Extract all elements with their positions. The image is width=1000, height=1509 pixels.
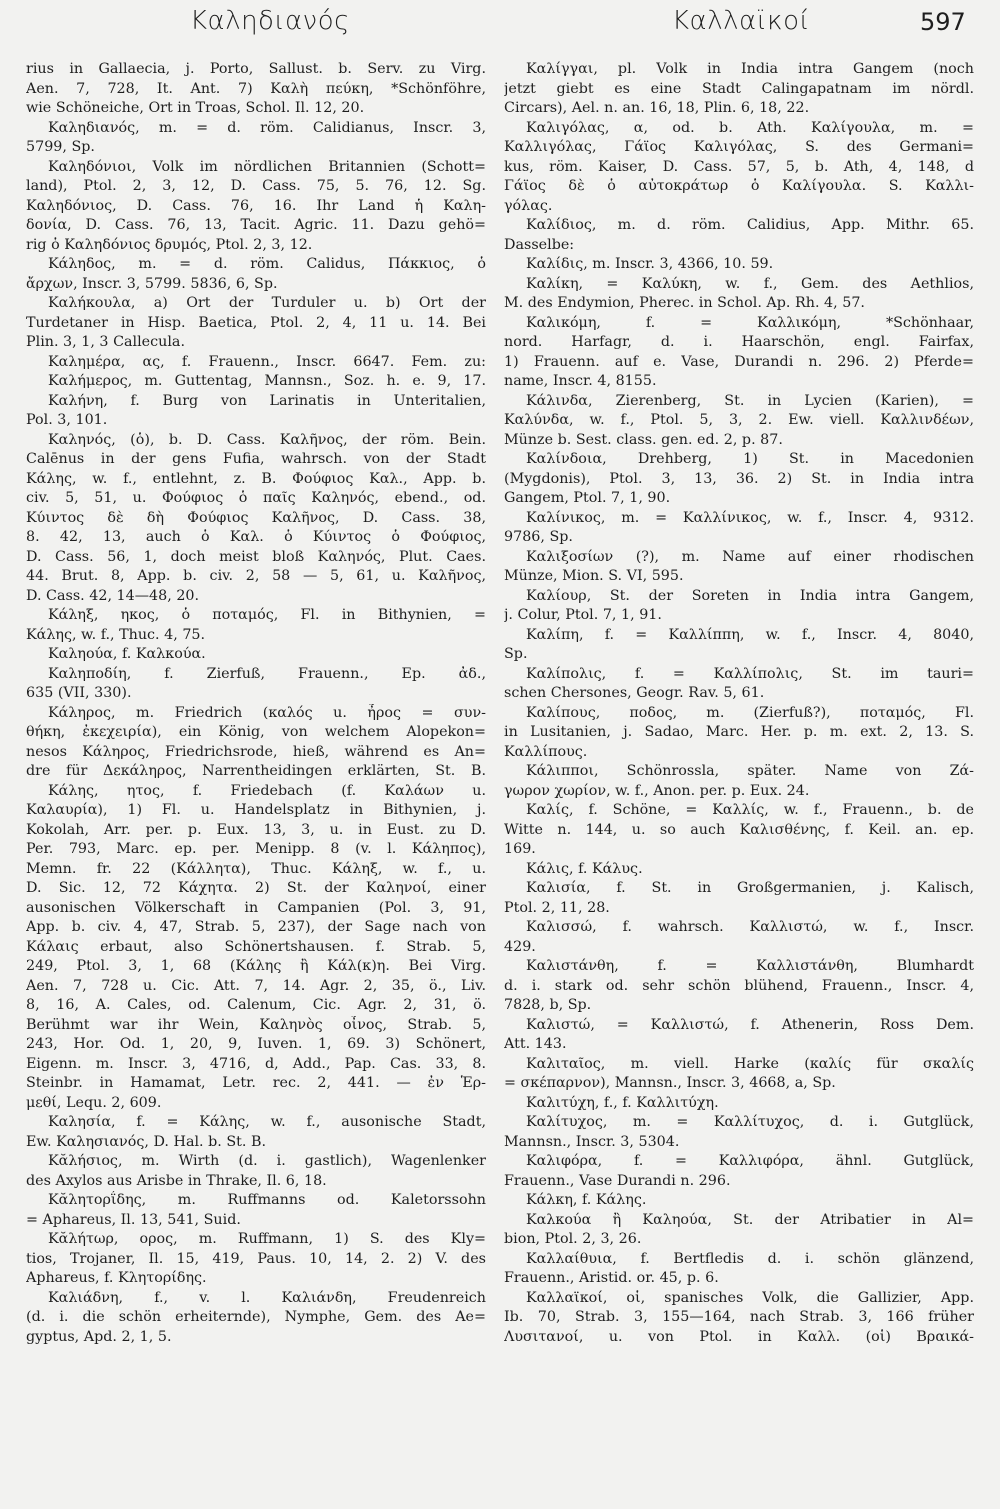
text-line: bion, Ptol. 2, 3, 26. [504, 1231, 642, 1247]
text-line: Frauenn., Aristid. or. 45, p. 6. [504, 1270, 719, 1286]
text-line: land), Ptol. 2, 3, 12, D. Cass. 75, 5. 76, 12. Sg. [26, 178, 486, 194]
entry-start-line: Καλίπολις, f. = Καλλίπολις, St. im tauri= [526, 665, 974, 682]
text-line: D. Sic. 12, 72 Κάχητα. 2) St. der Καληνοί, einer [26, 880, 486, 896]
text-line: Κάλης, w. f., entlehnt, z. B. Φούφιος Καλ., App. b. [26, 470, 486, 487]
page-number: 597 [920, 8, 966, 36]
text-line: Berühmt war ihr Wein, Καληνὸς οἶνος, Strab. 5, [26, 1016, 486, 1033]
text-line: Καλύνδα, w. f., Ptol. 5, 3, 2. Ew. viell. Καλλινδέων, [504, 412, 974, 428]
entry-start-line: Καλήμερος, m. Guttentag, Mannsn., Soz. h. e. 9, 17. [48, 373, 486, 389]
entry-start-line: Κᾰλητορΐδης, m. Ruffmanns od. Kaletorssohn [48, 1192, 486, 1208]
entry-start-line: Καλίδιος, m. d. röm. Calidius, App. Mithr. 65. [526, 217, 974, 233]
text-line: 249, Ptol. 3, 1, 68 (Κάλης ἢ Κάλ(κ)η. Bei Virg. [26, 958, 486, 974]
text-line: Mannsn., Inscr. 3, 5304. [504, 1133, 680, 1150]
text-line: Münze b. Sest. class. gen. ed. 2, p. 87. [504, 431, 783, 448]
text-line: 8, 16, A. Cales, od. Calenum, Cic. Agr. 2, 31, ö. [26, 997, 486, 1013]
entry-start-line: Καλήκουλα, a) Ort der Turduler u. b) Ort der [48, 295, 486, 311]
entry-start-line: Καλιταῖος, m. viell. Harke (καλίς für σκαλίς [526, 1055, 974, 1072]
text-line: Turdetaner in Hisp. Baetica, Ptol. 2, 4, 11 u. 14. Bei [26, 314, 486, 331]
entry-start-line: Καλιφόρα, f. = Καλλιφόρα, ähnl. Gutglück, [526, 1153, 974, 1169]
text-line: D. Cass. 42, 14—48, 20. [26, 587, 200, 604]
left-column [26, 60, 486, 1347]
entry-start-line: Καλίτυχος, m. = Καλλίτυχος, d. i. Gutglück, [526, 1114, 974, 1130]
entry-start-line: Καλίκη, = Καλύκη, w. f., Gem. des Aethlios, [526, 275, 974, 292]
text-line: ἄρχων, Inscr. 3, 5799. 5836, 6, Sp. [26, 275, 278, 292]
entry-start-line: Καληποδίη, f. Zierfuß, Frauenn., Ep. ἀδ., [48, 665, 486, 682]
text-line: θήκη, ἐκεχειρία), ein König, von welchem Alopekon= [26, 724, 486, 740]
entry-start-line: Καλημέρα, ας, f. Frauenn., Inscr. 6647. Fem. zu: [48, 353, 486, 370]
text-line: γωρον χωρίον, w. f., Anon. per. p. Eux. 24. [504, 782, 810, 799]
entry-start-line: Κάλινδα, Zierenberg, St. in Lycien (Karien), = [526, 392, 974, 409]
text-line: Aen. 7, 728, It. Ant. 7) Καλὴ πεύκη, *Schönföhre, [26, 80, 486, 97]
text-line: (d. i. die schön erheiternde), Nymphe, Gem. des Ae= [26, 1309, 486, 1325]
text-line: civ. 5, 51, u. Φούφιος ὁ παῖς Καληνός, ebend., od. [26, 490, 486, 506]
entry-start-line: Καλικόμη, f. = Καλλικόμη, *Schönhaar, [526, 314, 974, 331]
text-line: Calēnus in der gens Fufia, wahrsch. von der Stadt [26, 451, 486, 467]
entry-start-line: Καλίδις, m. Inscr. 3, 4366, 10. 59. [526, 256, 774, 272]
entry-start-line: Καληνός, (ὁ), b. D. Cass. Καλῆνος, der röm. Bein. [48, 431, 486, 448]
entry-start-line: Καλιγόλας, α, od. b. Ath. Καλίγουλα, m. = [526, 119, 974, 136]
text-line: Memn. fr. 22 (Κάλλητα), Thuc. Κάληξ, w. f., u. [26, 860, 486, 877]
entry-start-line: Καληδιανός, m. = d. röm. Calidianus, Inscr. 3, [48, 119, 486, 136]
entry-start-line: Καλίπους, ποδος, m. (Zierfuß?), ποταμός, Fl. [526, 704, 974, 721]
text-line: 635 (VII, 330). [26, 685, 132, 701]
page-header [0, 0, 1000, 50]
text-line: j. Colur, Ptol. 7, 1, 91. [504, 607, 662, 623]
text-line: Per. 793, Marc. ep. per. Menipp. 8 (v. l. Κάληπος), [26, 841, 486, 857]
text-line: Γάϊος δὲ ὁ αὐτοκράτωρ ὁ Καλίγουλα. S. Καλλι- [504, 178, 974, 194]
entry-start-line: Καλίγγαι, pl. Volk in India intra Gangem (noch [526, 61, 974, 77]
text-line: Aen. 7, 728 u. Cic. Att. 7, 14. Agr. 2, 35, ö., Liv. [26, 977, 486, 994]
text-line: Sp. [504, 646, 528, 662]
text-line: 9786, Sp. [504, 529, 573, 545]
entry-start-line: Καλίπη, f. = Καλλίππη, w. f., Inscr. 4, 8040, [526, 626, 974, 643]
text-line: des Axylos aus Arisbe in Thrake, Il. 6, 18. [26, 1172, 327, 1189]
text-line: Κάλης, w. f., Thuc. 4, 75. [26, 626, 206, 643]
entry-start-line: Κᾰλήσιος, m. Wirth (d. i. gastlich), Wagenlenker [48, 1153, 486, 1169]
text-line: Κάλαις erbaut, also Schönertshausen. f. Strab. 5, [26, 938, 486, 955]
entry-start-line: Κάληδος, m. = d. röm. Calidus, Πάκκιος, ὁ [48, 256, 486, 272]
entry-start-line: Καληούα, f. Καλκούα. [48, 646, 206, 662]
text-line: Steinbr. in Hamamat, Letr. rec. 2, 441. — ἐν Ἑρ- [26, 1075, 486, 1091]
entry-start-line: Καλησία, f. = Κάλης, w. f., ausonische Stadt, [48, 1114, 486, 1130]
entry-start-line: Καλιτύχη, f., f. Καλλιτύχη. [526, 1094, 719, 1111]
text-line: Dasselbe: [504, 236, 575, 253]
text-line: Aphareus, f. Κλητορίδης. [26, 1270, 207, 1286]
text-line: Καλλιγόλας, Γάϊος Καλιγόλας, S. des Germani= [504, 139, 974, 155]
text-line: wie Schöneiche, Ort in Troas, Schol. Il. 12, 20. [26, 100, 365, 116]
text-line: App. b. civ. 4, 47, Strab. 5, 237), der Sage nach von [26, 919, 486, 935]
entry-start-line: Καλίς, f. Schöne, = Καλλίς, w. f., Frauenn., b. de [526, 802, 974, 818]
text-line: Circars), Ael. n. an. 16, 18, Plin. 6, 18, 22. [504, 100, 810, 116]
text-line: Kokolah, Arr. per. p. Eux. 13, 3, u. in Eust. zu D. [26, 821, 486, 838]
text-line: Pol. 3, 101. [26, 412, 108, 428]
text-line: Gangem, Ptol. 7, 1, 90. [504, 490, 671, 506]
text-line: d. i. stark od. sehr schön blühend, Frauenn., Inscr. 4, [504, 977, 974, 994]
text-line: 169. [504, 841, 536, 857]
text-line: 1) Frauenn. auf e. Vase, Durandi n. 296. 2) Pferde= [504, 353, 974, 370]
entry-start-line: Καλιστάνθη, f. = Καλλιστάνθη, Blumhardt [526, 958, 974, 974]
entry-start-line: Κάληξ, ηκος, ὁ ποταμός, Fl. in Bithynien, = [48, 607, 486, 623]
entry-start-line: Κάλκη, f. Κάλης. [526, 1192, 647, 1208]
entry-start-line: Κᾰλήτωρ, ορος, m. Ruffmann, 1) S. des Kly= [48, 1231, 486, 1247]
entry-start-line: Κάλιπποι, Schönrossla, später. Name von Ζά- [526, 763, 974, 779]
text-line: δονία, D. Cass. 76, 13, Tacit. Agric. 11. Dazu gehö= [26, 217, 486, 233]
text-line: name, Inscr. 4, 8155. [504, 373, 657, 389]
entry-start-line: Κάλις, f. Κάλυς. [526, 860, 643, 877]
text-line: schen Chersones, Geogr. Rav. 5, 61. [504, 685, 765, 701]
right-running-headword: Καλλαϊκοί [672, 6, 811, 36]
text-line: Frauenn., Vase Durandi n. 296. [504, 1172, 731, 1189]
right-column [504, 60, 974, 1347]
entry-start-line: Καλίνικος, m. = Καλλίνικος, w. f., Inscr. 4, 9312. [526, 509, 974, 526]
entry-start-line: Καλίνδοια, Drehberg, 1) St. in Macedonien [526, 451, 974, 467]
text-line: nesos Κάληρος, Friedrichsrode, hieß, während es An= [26, 743, 486, 760]
text-line: Λυσιτανοί, u. von Ptol. in Καλλ. (οἱ) Βραικά- [504, 1328, 974, 1345]
text-line: 8. 42, 13, auch ὁ Καλ. ὁ Κύιντος ὁ Φούφιος, [26, 529, 486, 545]
text-line: Καλλίπους. [504, 743, 588, 760]
left-running-headword: Καληδιανός [190, 6, 350, 36]
text-line: 44. Brut. 8, App. b. civ. 2, 58 — 5, 61, u. Καλῆνος, [26, 568, 486, 584]
text-line: 5799, Sp. [26, 139, 95, 155]
text-line: Eigenn. m. Inscr. 3, 4716, d, Add., Pap. Cas. 33, 8. [26, 1055, 486, 1072]
text-line: rius in Gallaecia, j. Porto, Sallust. b. Serv. zu Virg. [26, 61, 486, 77]
text-line: jetzt giebt es eine Stadt Calingapatnam im nördl. [504, 80, 974, 97]
text-line: μεθί, Lequ. 2, 609. [26, 1094, 162, 1111]
text-line: (Mygdonis), Ptol. 3, 13, 36. 2) St. in India intra [504, 470, 974, 487]
text-line: 7828, b, Sp. [504, 997, 592, 1013]
entry-start-line: Καλλαίθυια, f. Bertfledis d. i. schön glänzend, [526, 1250, 974, 1267]
text-line: Κύιντος δὲ δὴ Φούφιος Καλῆνος, D. Cass. 38, [26, 509, 486, 526]
text-line: γόλας. [504, 197, 553, 214]
entry-start-line: Καλίουρ, St. der Soreten in India intra Gangem, [526, 587, 974, 604]
text-line: 243, Hor. Od. 1, 20, 9, Iuven. 1, 69. 3) Schönert, [26, 1036, 486, 1052]
text-line: Witte n. 144, u. so auch Καλισθένης, f. Keil. an. ep. [504, 821, 974, 838]
text-line: Plin. 3, 1, 3 Callecula. [26, 334, 185, 350]
entry-start-line: Καλιξοσίων (?), m. Name auf einer rhodischen [526, 548, 974, 565]
text-line: kus, röm. Kaiser, D. Cass. 57, 5, b. Ath, 4, 148, d [504, 158, 974, 175]
text-line: gyptus, Apd. 2, 1, 5. [26, 1328, 172, 1345]
text-line: Καλαυρία), 1) Fl. u. Handelsplatz in Bithynien, j. [26, 802, 486, 818]
text-line: Münze, Mion. S. VI, 595. [504, 568, 684, 584]
text-line: = σκέπαρνον), Mannsn., Inscr. 3, 4668, a, Sp. [504, 1075, 836, 1091]
text-line: ausonischen Völkerschaft in Campanien (Pol. 3, 91, [26, 899, 486, 916]
text-line: Ptol. 2, 11, 28. [504, 899, 610, 916]
entry-start-line: Καλισσώ, f. wahrsch. Καλλιστώ, w. f., Inscr. [526, 919, 974, 935]
text-line: D. Cass. 56, 1, doch meist bloß Καληνός, Plut. Caes. [26, 548, 486, 565]
entry-start-line: Κάληρος, m. Friedrich (καλός u. ἦρος = συν- [48, 704, 486, 721]
text-line: Ib. 70, Strab. 3, 155—164, nach Strab. 3, 166 früher [504, 1309, 974, 1325]
text-line: rig ὁ Καληδόνιος δρυμός, Ptol. 2, 3, 12. [26, 236, 313, 253]
text-line: 429. [504, 938, 536, 955]
entry-start-line: Καλκούα ἢ Καληούα, St. der Atribatier in Al= [526, 1211, 974, 1228]
text-line: dre für Δεκάληρος, Narrentheidingen erklärten, St. B. [26, 763, 486, 779]
entry-start-line: Καλήνη, f. Burg von Larinatis in Unteritalien, [48, 392, 486, 409]
text-line: Καληδόνιος, D. Cass. 76, 16. Ihr Land ἡ Καλη- [26, 197, 486, 214]
text-line: Ew. Καλησιανός, D. Hal. b. St. B. [26, 1133, 267, 1150]
entry-start-line: Καλλαϊκοί, οἱ, spanisches Volk, die Gallizier, App. [526, 1289, 974, 1306]
text-line: in Lusitanien, j. Sadao, Marc. Her. p. m. ext. 2, 13. S. [504, 724, 974, 740]
entry-start-line: Καλισία, f. St. in Großgermanien, j. Kalisch, [526, 880, 974, 896]
text-line: nord. Harfagr, d. i. Haarschön, engl. Fairfax, [504, 334, 974, 350]
entry-start-line: Καληδόνιοι, Volk im nördlichen Britannien (Schott= [48, 158, 486, 175]
text-line: M. des Endymion, Pherec. in Schol. Ap. Rh. 4, 57. [504, 295, 865, 311]
text-line: tios, Trojaner, Il. 15, 419, Paus. 10, 14, 2. 2) V. des [26, 1250, 486, 1267]
entry-start-line: Κάλης, ητος, f. Friedebach (f. Καλάων u. [48, 782, 486, 799]
text-line: = Aphareus, Il. 13, 541, Suid. [26, 1211, 241, 1228]
text-line: Att. 143. [504, 1036, 567, 1052]
entry-start-line: Καλιάδνη, f., v. l. Καλιάνδη, Freudenreich [48, 1289, 486, 1306]
entry-start-line: Καλιστώ, = Καλλιστώ, f. Athenerin, Ross Dem. [526, 1016, 974, 1033]
